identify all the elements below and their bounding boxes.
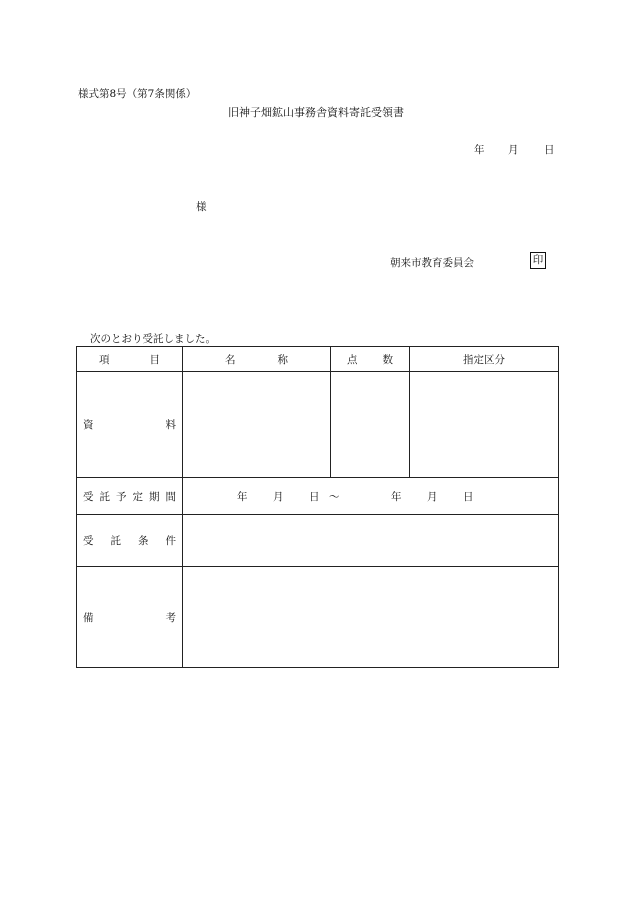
period-day2: 日 xyxy=(463,491,474,503)
period-char4: 定 xyxy=(132,490,143,503)
period-value-cell[interactable] xyxy=(183,478,559,515)
issuer-name: 朝来市教育委員会 xyxy=(390,257,474,269)
header-item-char2: 目 xyxy=(149,353,160,366)
conditions-char1: 受 xyxy=(83,535,94,547)
header-count-char1: 点 xyxy=(347,353,358,366)
header-name xyxy=(183,347,331,372)
remarks-char1: 備 xyxy=(83,611,94,624)
conditions-char3: 条 xyxy=(138,535,149,547)
header-name-char1: 名 xyxy=(225,353,236,366)
header-item-char1: 項 xyxy=(99,353,110,366)
document-title: 旧神子畑鉱山事務舎資料寄託受領書 xyxy=(228,106,404,119)
addressee-suffix: 様 xyxy=(196,201,207,213)
period-label xyxy=(77,478,183,515)
conditions-value-cell[interactable] xyxy=(183,515,559,567)
conditions-label xyxy=(77,515,183,567)
period-year2: 年 xyxy=(391,491,402,503)
material-name-cell[interactable] xyxy=(183,372,331,478)
material-row xyxy=(77,372,559,478)
period-year1: 年 xyxy=(237,491,248,503)
period-month1: 月 xyxy=(273,491,284,503)
date-day: 日 xyxy=(544,144,555,156)
remarks-row xyxy=(77,567,559,668)
seal-mark: 印 xyxy=(530,252,546,269)
remarks-char2: 考 xyxy=(165,611,176,624)
table-header-row xyxy=(77,347,559,372)
header-category: 指定区分 xyxy=(410,347,559,372)
material-count-cell[interactable] xyxy=(331,372,410,478)
period-row xyxy=(77,478,559,515)
period-char6: 間 xyxy=(165,490,176,503)
remarks-value-cell[interactable] xyxy=(183,567,559,668)
period-char3: 予 xyxy=(116,490,127,503)
conditions-char4: 件 xyxy=(165,535,176,547)
form-number: 様式第8号（第7条関係） xyxy=(78,88,197,100)
period-month2: 月 xyxy=(427,491,438,503)
remarks-label xyxy=(77,567,183,668)
header-count xyxy=(331,347,410,372)
header-count-char2: 数 xyxy=(382,353,393,366)
issue-date xyxy=(474,142,555,157)
date-month: 月 xyxy=(508,144,519,156)
material-char1: 資 xyxy=(83,419,94,431)
conditions-char2: 託 xyxy=(110,535,121,547)
material-label xyxy=(77,372,183,478)
header-name-char2: 称 xyxy=(277,353,288,366)
date-year: 年 xyxy=(474,144,485,156)
period-char2: 託 xyxy=(99,490,110,503)
conditions-row xyxy=(77,515,559,567)
material-char2: 料 xyxy=(165,419,176,431)
period-day1: 日 xyxy=(309,491,320,503)
period-char5: 期 xyxy=(149,490,160,503)
period-char1: 受 xyxy=(83,490,94,503)
intro-text: 次のとおり受託しました。 xyxy=(90,333,216,345)
period-tilde: ～ xyxy=(329,491,340,503)
receipt-table xyxy=(76,346,559,668)
material-category-cell[interactable] xyxy=(410,372,559,478)
header-item xyxy=(77,347,183,372)
